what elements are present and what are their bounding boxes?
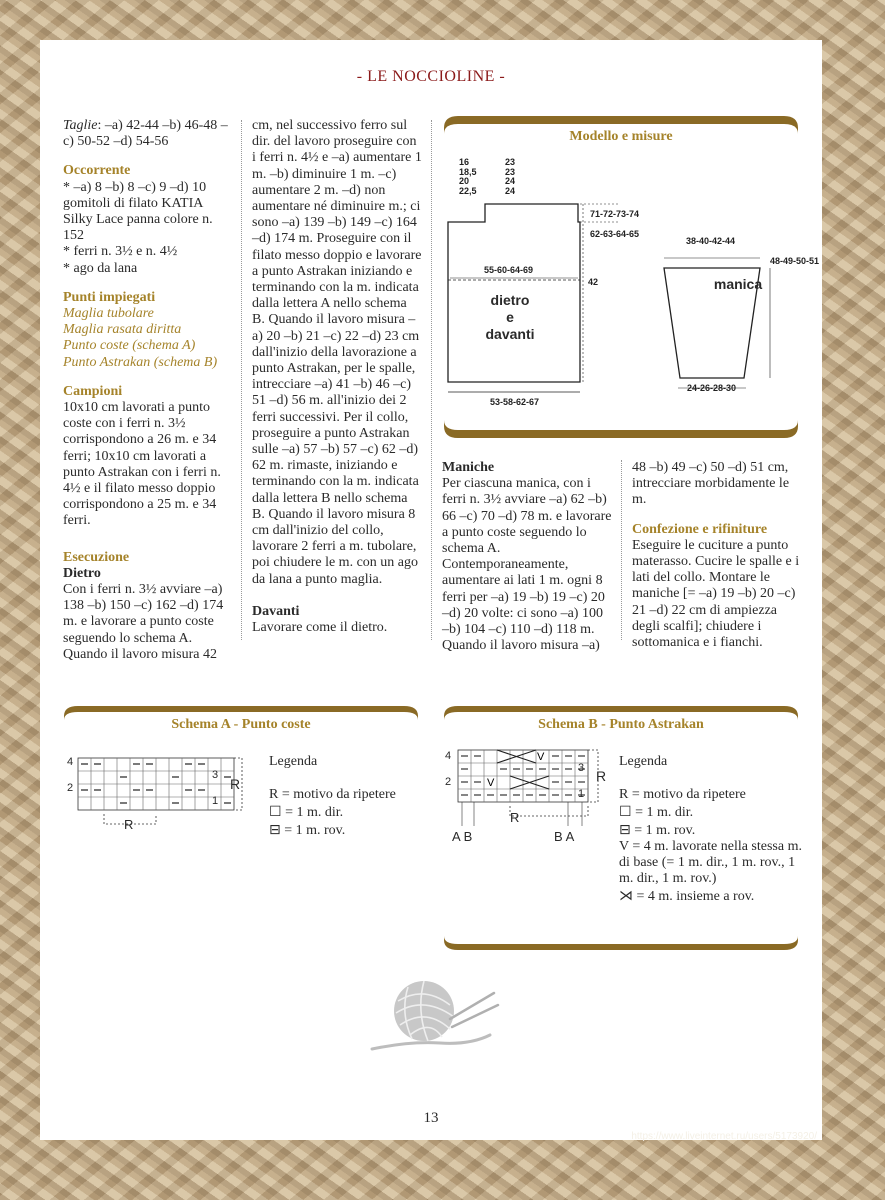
shoulder-dims bbox=[505, 158, 515, 196]
row-label: 3 bbox=[212, 769, 219, 781]
row-label: 4 bbox=[445, 750, 452, 762]
row-label: 3 bbox=[578, 762, 585, 774]
dietro-title: Dietro bbox=[63, 565, 101, 581]
repeat-label: R bbox=[510, 810, 520, 825]
punto-item: Maglia rasata diritta bbox=[63, 322, 182, 338]
occorrente-title: Occorrente bbox=[63, 163, 131, 179]
legend-text: = 1 m. rov. bbox=[284, 823, 346, 838]
legend-item: R = motivo da ripetere bbox=[269, 787, 396, 802]
legend-item: R = motivo da ripetere bbox=[619, 787, 746, 802]
column-divider bbox=[241, 120, 242, 640]
row-label: 1 bbox=[578, 788, 585, 800]
dim-armhole: 62-63-64-65 bbox=[590, 229, 640, 239]
dim-value: 23 bbox=[505, 166, 516, 177]
neck-dims bbox=[459, 158, 477, 196]
occorrente-line: * –a) 8 –b) 8 –c) 9 –d) 10 gomitoli di filato KATIA Silky Lace panna colore n. 152 bbox=[63, 179, 213, 244]
body-label bbox=[470, 292, 550, 343]
knit-symbol-icon: ☐ bbox=[619, 803, 632, 819]
label-line: davanti bbox=[485, 326, 535, 342]
source-url: https://www.liveinternet.ru/users/5173920/ bbox=[631, 1131, 817, 1142]
v-symbol: V bbox=[487, 777, 495, 789]
legend-item: V = 4 m. lavorate nella stessa m. di base (= 1 m. dir., 1 m. rov., 1 m. dir., 1 m. rov.) bbox=[619, 839, 802, 886]
taglie bbox=[63, 118, 233, 150]
davanti-title: Davanti bbox=[252, 603, 300, 619]
dim-value: 24 bbox=[505, 176, 516, 186]
knit-symbol-icon: ☐ bbox=[269, 803, 282, 819]
dim-height: 42 bbox=[588, 277, 599, 287]
dim-sleeve-bottom: 24-26-28-30 bbox=[687, 383, 737, 393]
occorrente-line: * ferri n. 3½ e n. 4½ bbox=[63, 244, 178, 260]
dim-value: 16 bbox=[459, 157, 470, 167]
row-label: 4 bbox=[67, 756, 74, 768]
dim-value: 23 bbox=[505, 157, 516, 167]
schema-b-legend bbox=[619, 754, 802, 905]
label-line: e bbox=[506, 309, 514, 325]
occorrente-line: * ago da lana bbox=[63, 260, 138, 276]
taglie-label: Taglie bbox=[63, 118, 98, 133]
dim-value: 24 bbox=[505, 185, 516, 196]
legend-item bbox=[619, 821, 802, 839]
dim-sleeve-top: 38-40-42-44 bbox=[686, 236, 736, 246]
punto-item: Maglia tubolare bbox=[63, 306, 154, 322]
cross-stitch-symbol-icon: ⋊ bbox=[619, 887, 633, 903]
legend-title: Legenda bbox=[269, 754, 318, 769]
modello-title: Modello e misure bbox=[569, 129, 673, 144]
legend-item bbox=[619, 887, 802, 905]
schema-b-title: Schema B - Punto Astrakan bbox=[538, 717, 704, 732]
campioni-title: Campioni bbox=[63, 383, 123, 399]
legend-text: = 4 m. insieme a rov. bbox=[636, 889, 755, 904]
magazine-page bbox=[40, 40, 822, 1140]
row-label: 2 bbox=[67, 782, 74, 794]
dim-value: 22,5 bbox=[459, 185, 477, 196]
purl-symbol-icon: ⊟ bbox=[619, 821, 631, 837]
davanti-text: Lavorare come il dietro. bbox=[252, 620, 388, 636]
legend-item bbox=[619, 803, 802, 821]
schema-a-legend bbox=[269, 754, 429, 839]
punto-item: Punto coste (schema A) bbox=[63, 338, 196, 354]
edge-label-right: B A bbox=[554, 829, 575, 844]
maniche-text: Per ciascuna manica, con i ferri n. 3½ avviare –a) 62 –b) 66 –c) 70 –d) 78 m. e lavorare a punto coste seguendo lo schema A. Contemporaneamente, aumentare ai lati 1 m. ogni 8 ferri per –a) 19 –b) 19 –c) 20 –d) 20 volte: ci sono –a) 100 –b) 104 –c) 110 –d) 118 m. Quando il lavoro misura –a) bbox=[442, 476, 612, 654]
v-symbol: V bbox=[537, 751, 545, 763]
bottom-bracket bbox=[444, 420, 798, 438]
col4-text: 48 –b) 49 –c) 50 –d) 51 cm, intrecciare morbidamente le m. bbox=[632, 460, 790, 508]
repeat-label: R bbox=[230, 776, 241, 792]
confezione-text: Eseguire le cuciture a punto materasso. Cucire le spalle e i lati del collo. Montare le maniche [= –a) 19 –b) 20 –c) 21 –d) 22 cm di ampiezza degli scalfi]; chiudere i sottomanica e i fianchi. bbox=[632, 537, 800, 651]
column-2 bbox=[252, 118, 422, 636]
yarn-ball-icon bbox=[370, 975, 500, 1055]
dietro-text: Con i ferri n. 3½ avviare –a) 138 –b) 150 –c) 162 –d) 174 m. e lavorare a punto coste seguendo lo schema A. Quando il lavoro misura 42 bbox=[63, 582, 224, 662]
dim-value: 20 bbox=[459, 176, 470, 186]
column-divider bbox=[431, 120, 432, 640]
row-label: 1 bbox=[212, 795, 219, 807]
column-1 bbox=[63, 118, 233, 663]
row-label: 2 bbox=[445, 776, 452, 788]
bottom-bracket bbox=[444, 936, 798, 950]
esecuzione-title: Esecuzione bbox=[63, 549, 130, 565]
dim-bottom: 53-58-62-67 bbox=[490, 397, 540, 407]
column-divider bbox=[621, 460, 622, 640]
dim-total-height: 71-72-73-74 bbox=[590, 209, 640, 219]
confezione-title: Confezione e rifiniture bbox=[632, 521, 768, 537]
repeat-label: R bbox=[596, 768, 607, 784]
repeat-label: R bbox=[124, 817, 134, 832]
maniche-title: Maniche bbox=[442, 460, 495, 475]
schema-a-chart bbox=[60, 752, 250, 842]
repeat-bracket bbox=[510, 806, 588, 816]
legend-text: = 1 m. dir. bbox=[285, 805, 344, 820]
dim-value: 18,5 bbox=[459, 166, 477, 177]
column-4 bbox=[632, 460, 802, 651]
legend-title: Legenda bbox=[619, 754, 668, 769]
purl-symbol-icon: ⊟ bbox=[269, 821, 281, 837]
page-header: - LE NOCCIOLINE - bbox=[356, 68, 506, 85]
dim-sleeve-height: 48-49-50-51 bbox=[770, 256, 820, 266]
col2-text: cm, nel successivo ferro sul dir. del lavoro proseguire con i ferri n. 4½ e –a) aumentare 1 m. –b) diminuire 1 m. –c) aumentare 2 m. –d) non aumentare né diminuire m.; ci sono –a) 139 –b) 149 –c) 164 –d) 174 m. Proseguire con il filato messo doppio e lavorare a punto Astrakan iniziando e terminando con la m. indicata dalla lettera A nello schema B. Quando il lavoro misura –a) 20 –b) 21 –c) 22 –d) 23 cm dall'inizio della lavorazione a punto Astrakan, per le spalle, intrecciare –a) 41 –b) 46 –c) 51 –d) 56 m. all'inizio dei 2 ferri successivi. Per il collo, proseguire a punto Astrakan sulle –a) 57 –b) 57 –c) 62 –d) 62 m. rimaste, iniziando e terminando con la m. indicata dalla lettera B nello schema B. Quando il lavoro misura 8 cm dall'inizio del collo, lavorare 2 ferri a m. tubolare, poi chiudere le m. con un ago da lana a punto maglia. bbox=[252, 118, 422, 587]
punto-item: Punto Astrakan (schema B) bbox=[63, 354, 218, 370]
label-line: dietro bbox=[490, 292, 530, 308]
campioni-text: 10x10 cm lavorati a punto coste con i ferri n. 3½ corrispondono a 26 m. e 34 ferri; 10x10 cm lavorati a punto Astrakan con i ferri n. 4½ e il filato messo doppio corrispondono a 25 m. e 34 ferri. bbox=[63, 400, 221, 529]
punti-title: Punti impiegati bbox=[63, 289, 156, 305]
page-number: 13 bbox=[423, 1110, 439, 1126]
legend-item bbox=[269, 821, 429, 839]
schema-a-title: Schema A - Punto coste bbox=[171, 717, 311, 732]
legend-item bbox=[269, 803, 429, 821]
sleeve-label: manica bbox=[713, 276, 763, 292]
taglie-text: : –a) 42-44 –b) 46-48 –c) 50-52 –d) 54-56 bbox=[63, 118, 228, 150]
dim-width: 55-60-64-69 bbox=[484, 265, 534, 275]
legend-text: = 1 m. dir. bbox=[635, 805, 694, 820]
column-3 bbox=[442, 460, 612, 654]
legend-text: = 1 m. rov. bbox=[634, 823, 696, 838]
edge-label-left: A B bbox=[452, 829, 473, 844]
